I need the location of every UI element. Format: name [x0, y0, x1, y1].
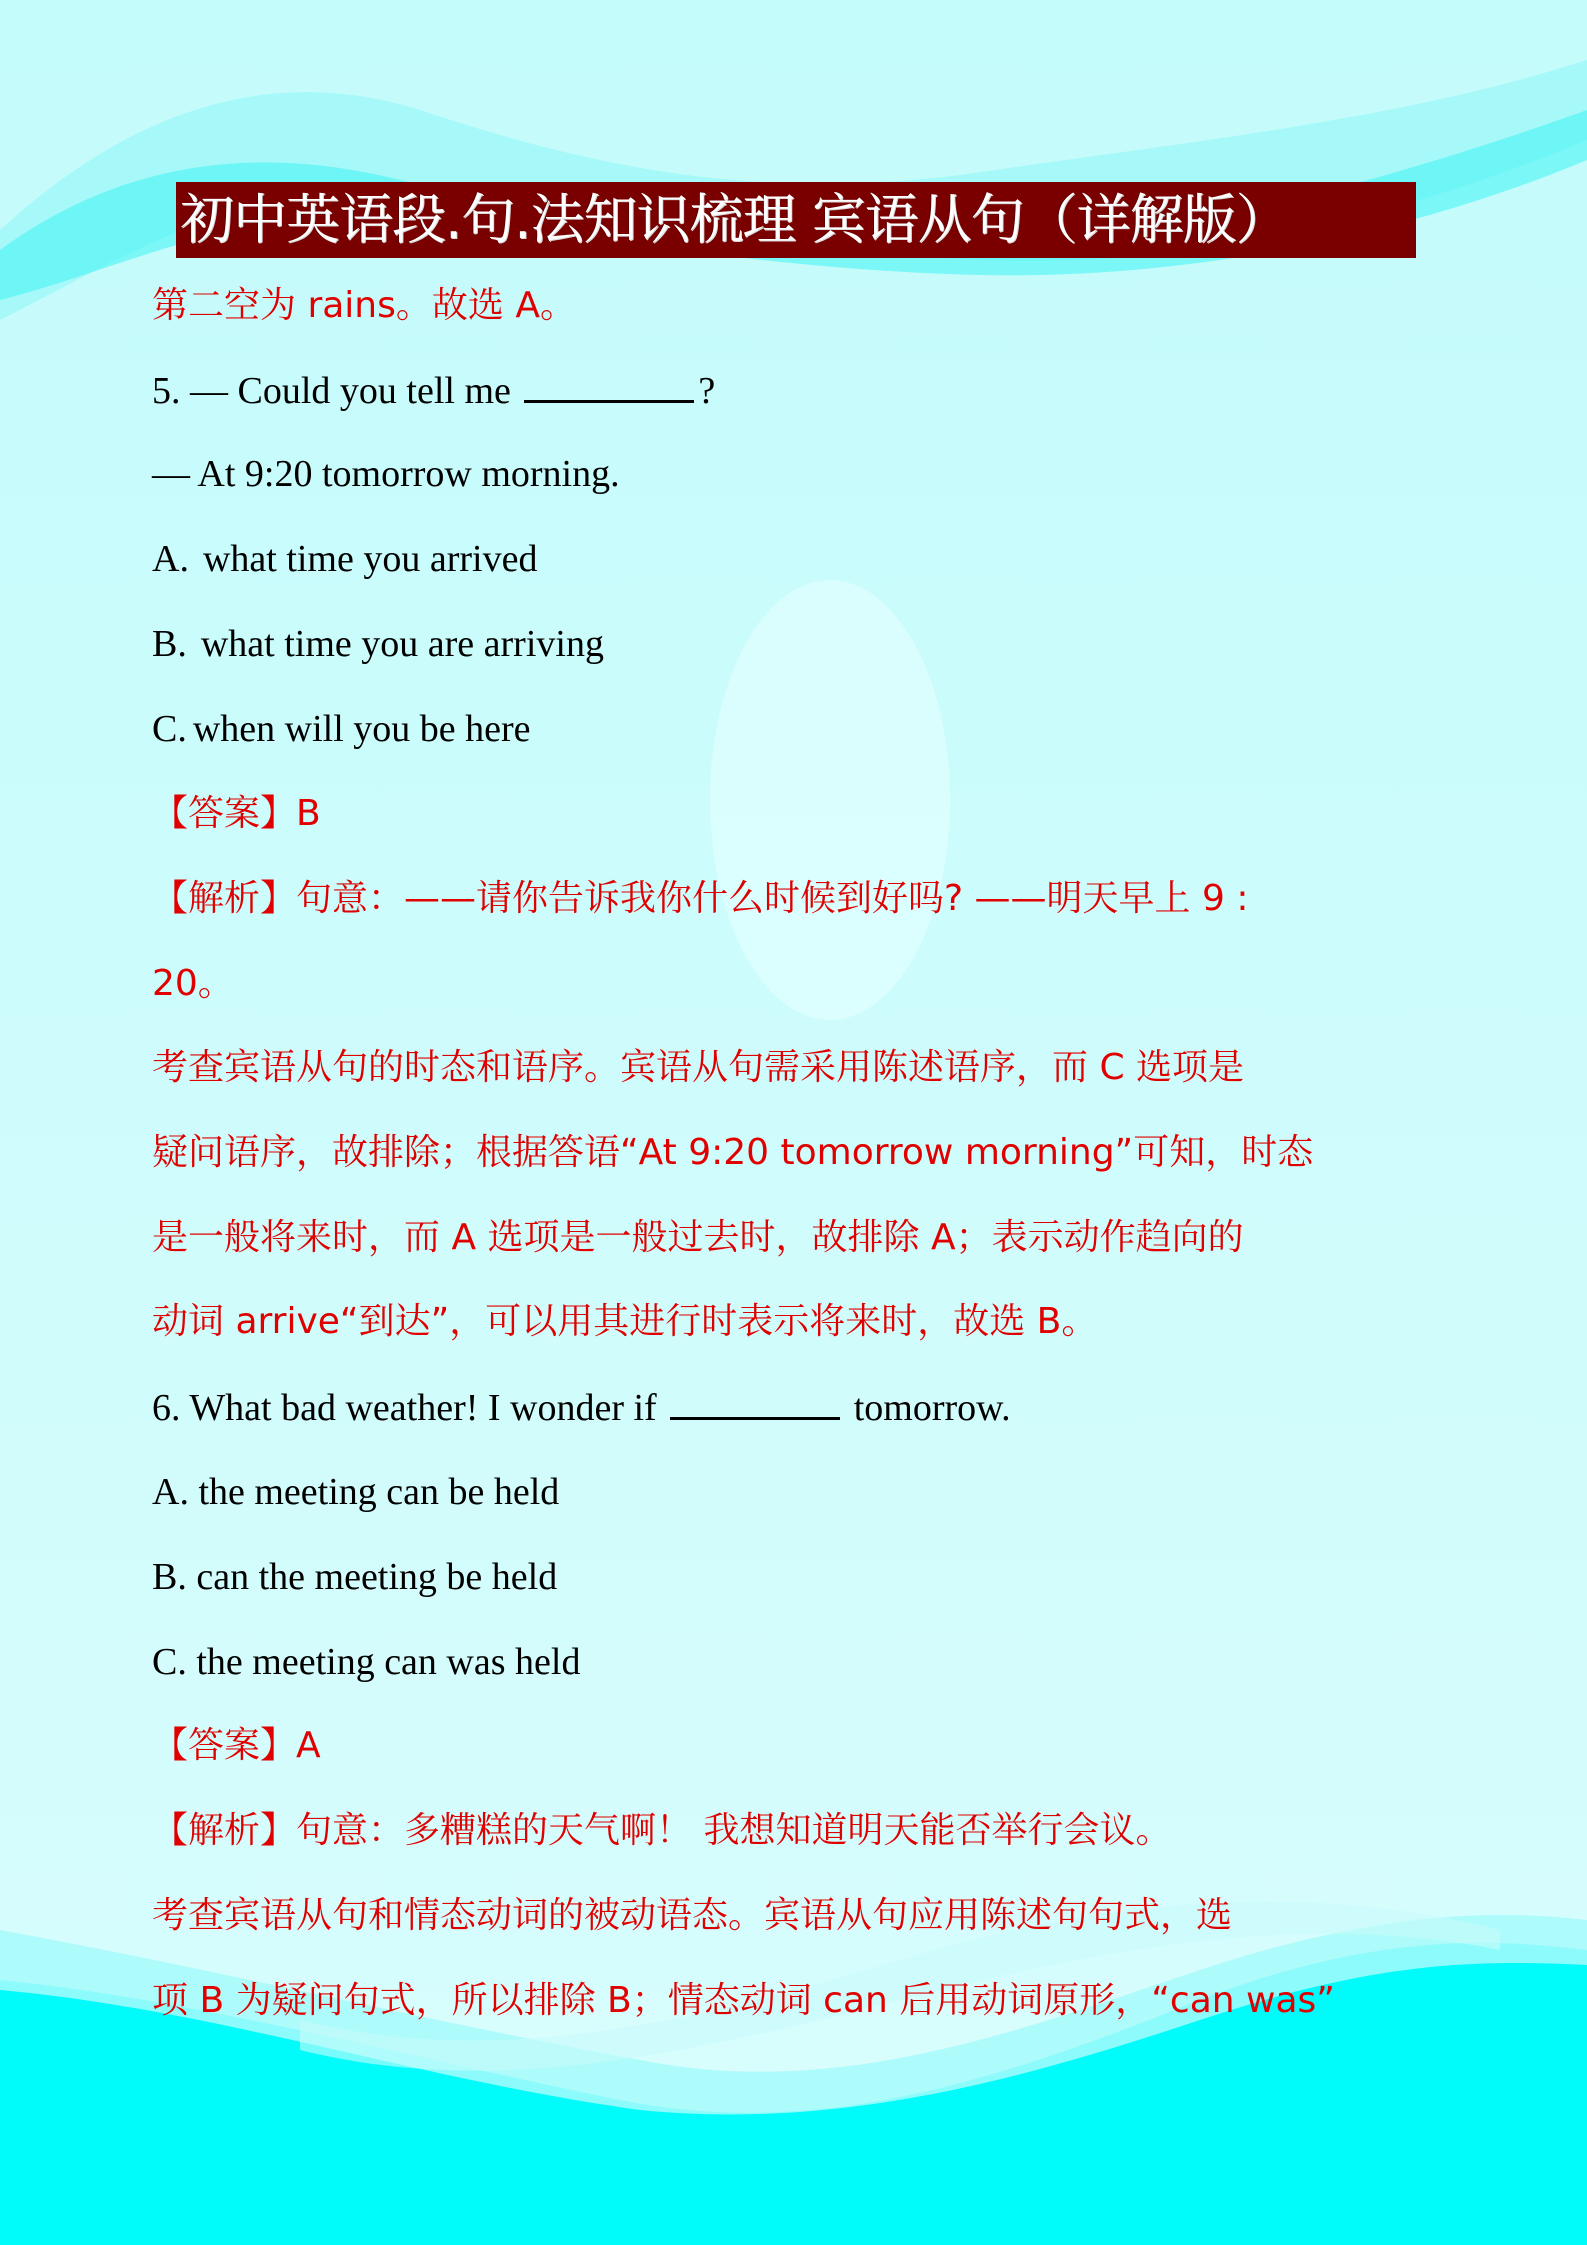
question-6-answer: 【答案】A — [152, 1725, 321, 1766]
page-title: 初中英语段.句.法知识梳理 宾语从句（详解版） — [176, 182, 1416, 258]
question-5-reply: — At 9:20 tomorrow morning. — [152, 453, 620, 495]
option-label: A. — [152, 1471, 189, 1513]
question-6-stem-suffix: tomorrow. — [853, 1387, 1011, 1429]
option-label: A. — [152, 538, 189, 580]
question-5-explanation-line: 疑问语序，故排除；根据答语“At 9:20 tomorrow morning”可知，时态 — [152, 1132, 1314, 1173]
question-6-analysis: 【解析】句意：多糟糕的天气啊！ 我想知道明天能否举行会议。 — [152, 1810, 1172, 1851]
question-6-option-a — [152, 1468, 559, 1516]
question-5-option-a — [152, 535, 537, 583]
option-label: C. — [152, 708, 187, 750]
question-5-option-c — [152, 705, 531, 753]
option-text: the meeting can be held — [198, 1471, 560, 1513]
answer-blank — [670, 1383, 840, 1420]
question-5-explanation-line: 是一般将来时，而 A 选项是一般过去时，故排除 A；表示动作趋向的 — [152, 1217, 1244, 1258]
question-5-explanation-line: 动词 arrive“到达”，可以用其进行时表示将来时，故选 B。 — [152, 1301, 1098, 1342]
option-text: what time you arrived — [202, 538, 538, 580]
question-6-stem-prefix: 6. What bad weather! I wonder if — [152, 1387, 657, 1429]
question-6-explanation-line: 项 B 为疑问句式，所以排除 B；情态动词 can 后用动词原形，“can was” — [152, 1980, 1335, 2021]
option-text: the meeting can was held — [196, 1641, 581, 1683]
answer-blank — [524, 366, 694, 403]
question-6-explanation-line: 考查宾语从句和情态动词的被动语态。宾语从句应用陈述句句式，选 — [152, 1895, 1233, 1936]
previous-explanation-tail: 第二空为 rains。故选 A。 — [152, 285, 576, 326]
question-5-stem — [152, 366, 715, 415]
question-6-option-b — [152, 1553, 557, 1601]
option-text: when will you be here — [192, 708, 531, 750]
question-5-option-b — [152, 620, 604, 668]
question-6-option-c — [152, 1638, 580, 1686]
question-5-answer: 【答案】B — [152, 793, 321, 834]
option-label: B. — [152, 623, 187, 665]
option-text: what time you are arriving — [200, 623, 604, 665]
option-label: B. — [152, 1556, 187, 1598]
question-5-analysis: 【解析】句意：——请你告诉我你什么时候到好吗? ——明天早上 9 : — [152, 878, 1249, 919]
question-5-explanation-line: 考查宾语从句的时态和语序。宾语从句需采用陈述语序，而 C 选项是 — [152, 1047, 1245, 1088]
question-5-stem-suffix: ? — [698, 370, 716, 412]
option-text: can the meeting be held — [196, 1556, 558, 1598]
question-6-stem — [152, 1383, 1011, 1432]
question-5-analysis-cont: 20。 — [152, 963, 234, 1004]
question-5-stem-prefix: 5. — Could you tell me — [152, 370, 511, 412]
option-label: C. — [152, 1641, 187, 1683]
